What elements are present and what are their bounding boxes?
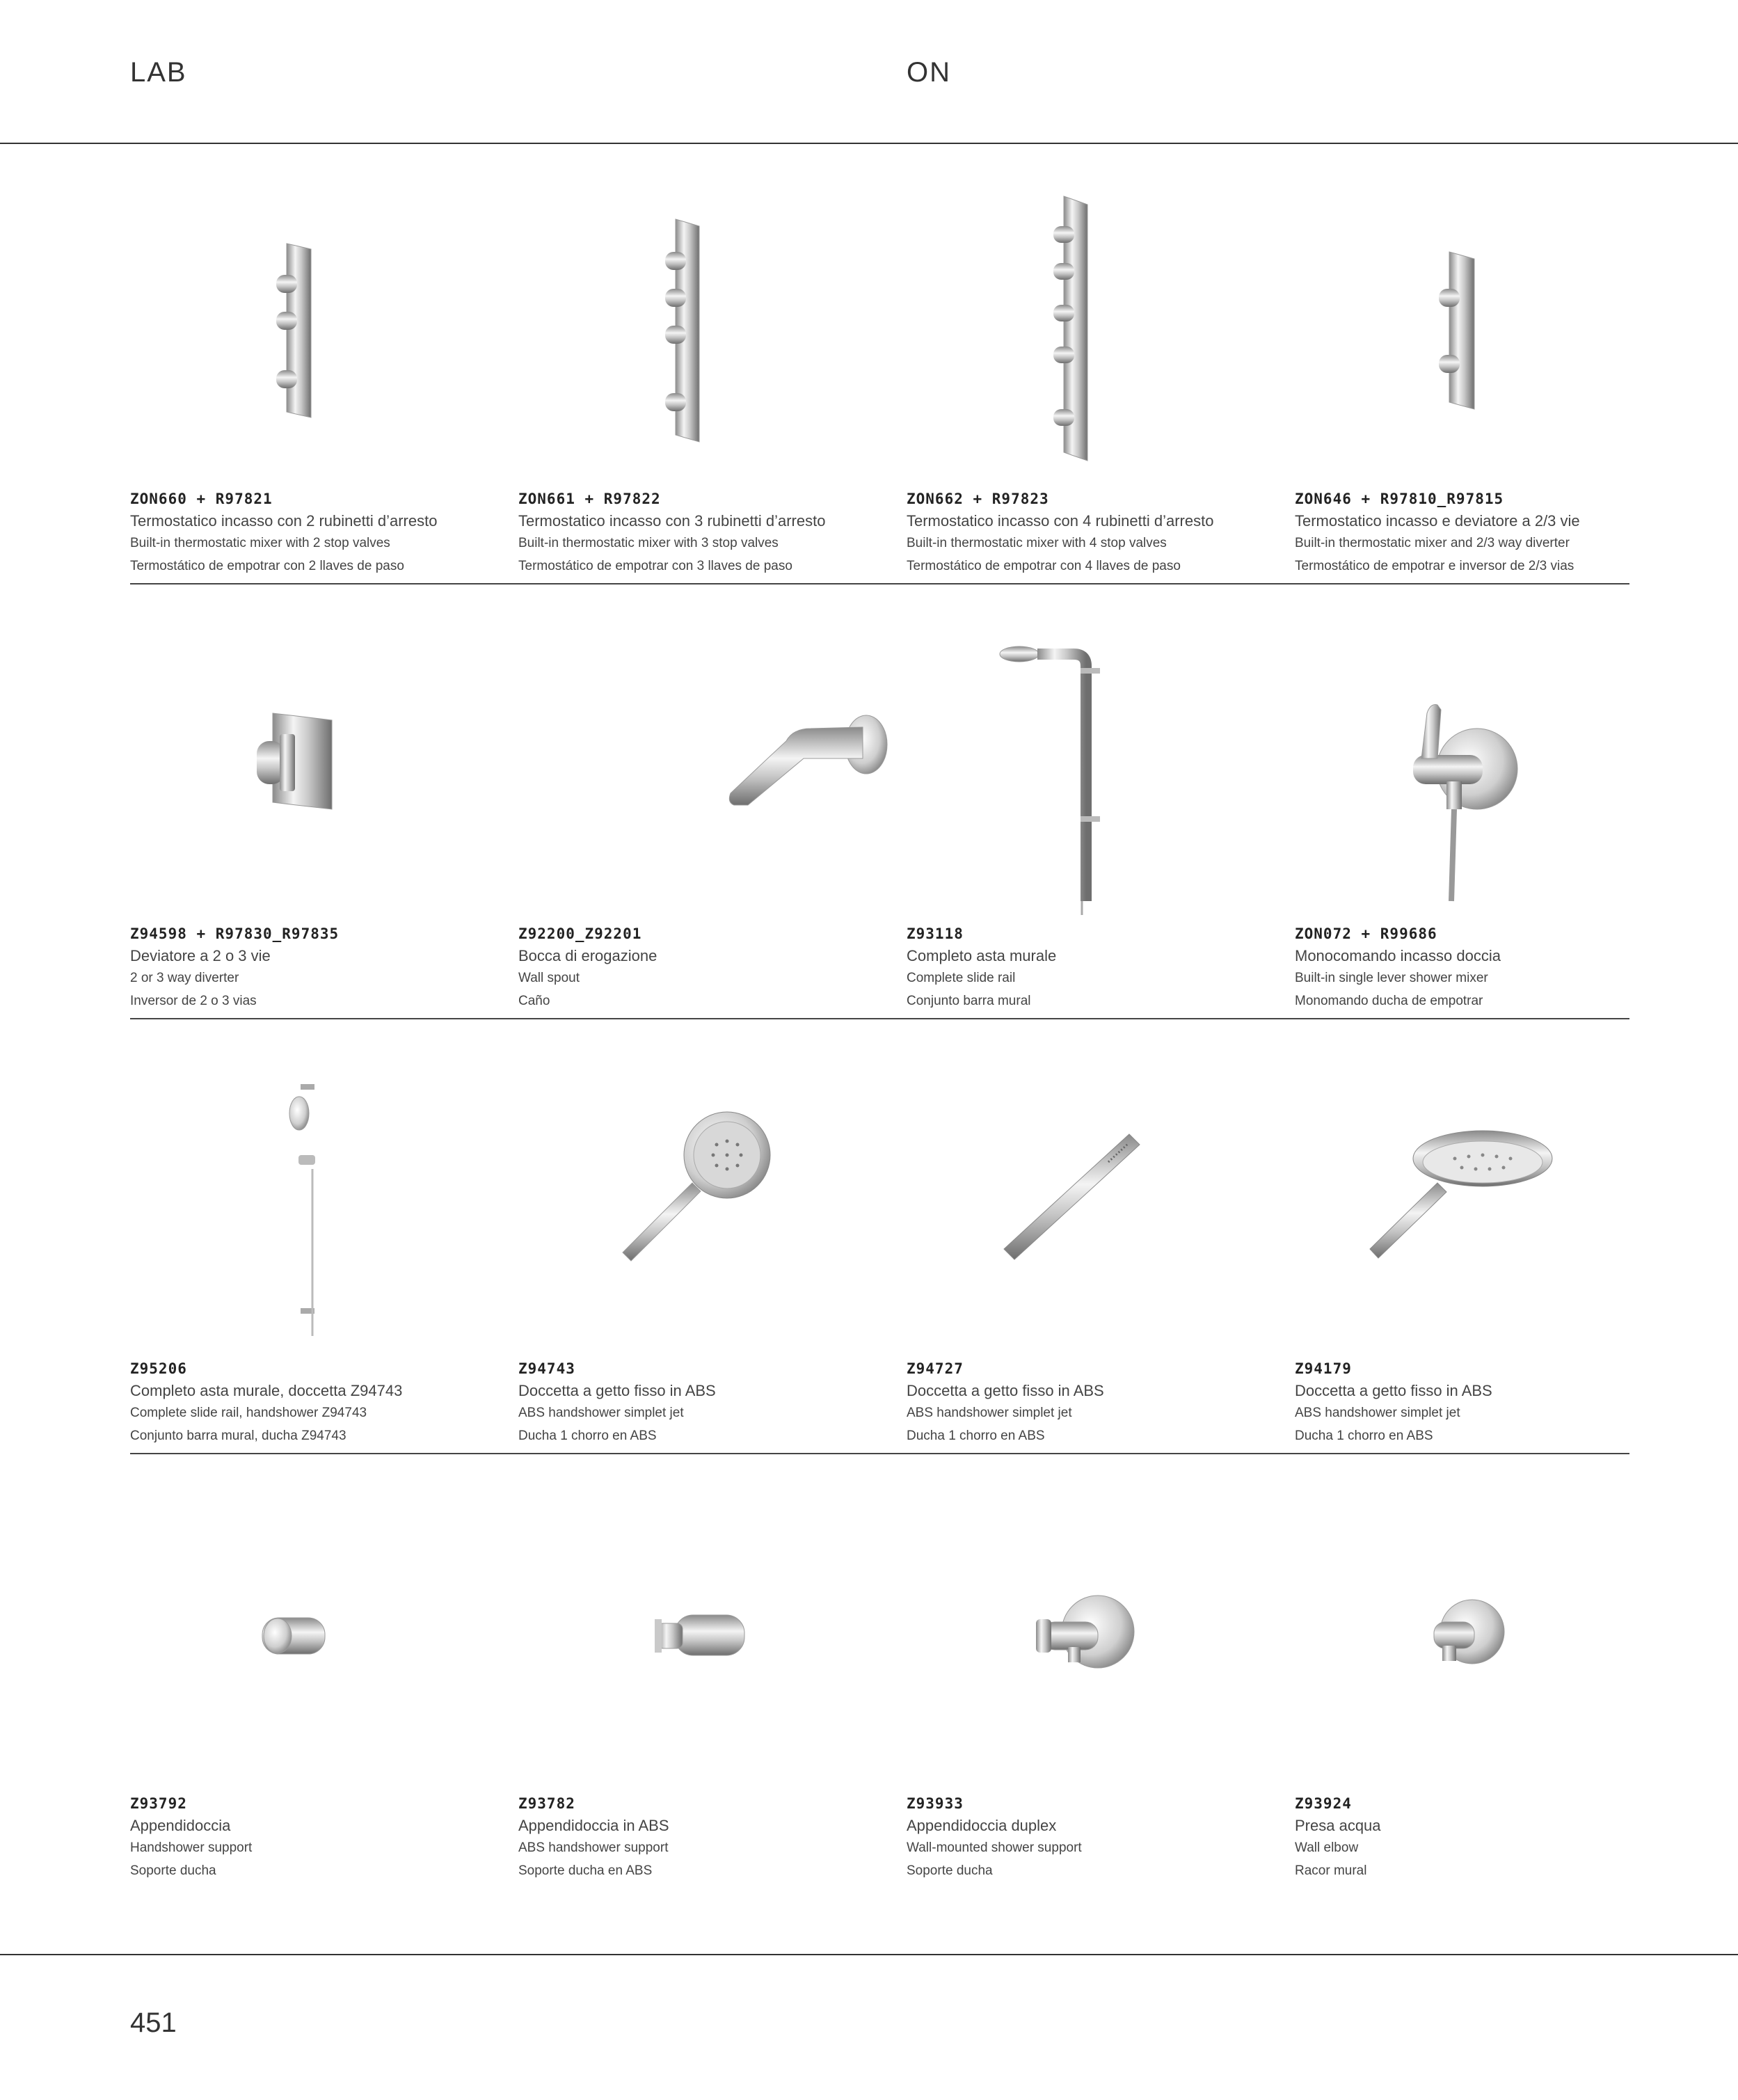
product-desc-it: Doccetta a getto fisso in ABS: [907, 1382, 1104, 1399]
product-desc-es: Conjunto barra mural, ducha Z94743: [130, 1429, 346, 1443]
product-desc-en: ABS handshower simplet jet: [518, 1406, 684, 1420]
product-desc-en: 2 or 3 way diverter: [130, 971, 239, 985]
product-desc-en: Complete slide rail: [907, 971, 1016, 985]
product-desc-it: Termostatico incasso con 2 rubinetti d’arresto: [130, 512, 438, 530]
product-desc-en: Built-in thermostatic mixer and 2/3 way diverter: [1295, 536, 1570, 550]
product-code: Z92200_Z92201: [518, 925, 642, 942]
single-lever-mixer-icon: [1295, 623, 1671, 915]
product-desc-es: Caño: [518, 994, 550, 1008]
wide-handshower-icon: [1295, 1058, 1671, 1350]
product-row-4: [130, 1493, 1629, 1927]
product-desc-en: Built-in single lever shower mixer: [1295, 971, 1488, 985]
product-desc-en: Built-in thermostatic mixer with 4 stop valves: [907, 536, 1167, 550]
product-desc-en: Wall elbow: [1295, 1840, 1359, 1855]
product-code: Z94598 + R97830_R97835: [130, 925, 340, 942]
product-code: Z93792: [130, 1795, 187, 1812]
product-desc-en: ABS handshower simplet jet: [1295, 1406, 1460, 1420]
footer-rule: [0, 1954, 1738, 1955]
product-desc-es: Conjunto barra mural: [907, 994, 1031, 1008]
product-code: Z94743: [518, 1360, 575, 1377]
product-card[interactable]: [518, 1493, 894, 1927]
product-desc-en: Complete slide rail, handshower Z94743: [130, 1406, 367, 1420]
row-divider: [130, 583, 1629, 584]
page-number: 451: [130, 2007, 177, 2038]
product-desc-it: Monocomando incasso doccia: [1295, 947, 1501, 964]
product-desc-it: Completo asta murale: [907, 947, 1057, 964]
product-card[interactable]: [907, 1058, 1282, 1493]
stick-handshower-icon: [907, 1058, 1282, 1350]
product-card[interactable]: [1295, 1058, 1671, 1493]
product-code: Z94727: [907, 1360, 964, 1377]
product-desc-it: Doccetta a getto fisso in ABS: [1295, 1382, 1492, 1399]
abs-handshower-support-icon: [518, 1493, 894, 1785]
wall-elbow-icon: [1295, 1493, 1671, 1785]
product-desc-es: Soporte ducha: [907, 1863, 993, 1878]
product-desc-en: Built-in thermostatic mixer with 2 stop valves: [130, 536, 390, 550]
thermostatic-panel-2-knob-icon: [1295, 188, 1671, 480]
product-card[interactable]: [518, 188, 894, 623]
thermostatic-panel-3-knob-icon: [130, 188, 506, 480]
product-code: ZON660 + R97821: [130, 491, 273, 507]
product-code: Z93924: [1295, 1795, 1352, 1812]
product-desc-en: ABS handshower simplet jet: [907, 1406, 1072, 1420]
product-desc-en: Wall spout: [518, 971, 580, 985]
product-card[interactable]: [1295, 1493, 1671, 1927]
product-row-1: [130, 188, 1629, 623]
product-desc-es: Monomando ducha de empotrar: [1295, 994, 1483, 1008]
product-card[interactable]: [518, 623, 894, 1058]
product-card[interactable]: [130, 623, 506, 1058]
product-desc-en: ABS handshower support: [518, 1840, 669, 1855]
product-desc-it: Termostatico incasso e deviatore a 2/3 vie: [1295, 512, 1580, 530]
product-desc-es: Termostático de empotrar e inversor de 2/3 vias: [1295, 559, 1574, 573]
product-desc-it: Presa acqua: [1295, 1817, 1381, 1834]
product-desc-it: Appendidoccia in ABS: [518, 1817, 669, 1834]
thermostatic-panel-4-knob-icon: [518, 188, 894, 480]
product-desc-es: Ducha 1 chorro en ABS: [518, 1429, 657, 1443]
product-code: Z93933: [907, 1795, 964, 1812]
header-right: ON: [907, 57, 951, 88]
product-code: ZON662 + R97823: [907, 491, 1049, 507]
product-row-2: [130, 623, 1629, 1058]
slide-rail-handshower-icon: [130, 1058, 506, 1350]
product-card[interactable]: [518, 1058, 894, 1493]
product-card[interactable]: [130, 188, 506, 623]
product-desc-en: Handshower support: [130, 1840, 253, 1855]
product-desc-es: Soporte ducha en ABS: [518, 1863, 653, 1878]
product-code: Z93118: [907, 925, 964, 942]
round-handshower-icon: [518, 1058, 894, 1350]
product-desc-it: Appendidoccia duplex: [907, 1817, 1057, 1834]
product-desc-es: Soporte ducha: [130, 1863, 216, 1878]
product-code: ZON072 + R99686: [1295, 925, 1437, 942]
product-desc-es: Termostático de empotrar con 2 llaves de paso: [130, 559, 404, 573]
product-card[interactable]: [1295, 188, 1671, 623]
product-desc-it: Termostatico incasso con 3 rubinetti d’arresto: [518, 512, 826, 530]
product-card[interactable]: [130, 1493, 506, 1927]
product-card[interactable]: [130, 1058, 506, 1493]
product-desc-es: Ducha 1 chorro en ABS: [1295, 1429, 1433, 1443]
product-code: Z93782: [518, 1795, 575, 1812]
product-row-3: [130, 1058, 1629, 1493]
row-divider: [130, 1453, 1629, 1454]
product-desc-it: Bocca di erogazione: [518, 947, 657, 964]
row-divider: [130, 1018, 1629, 1019]
diverter-icon: [130, 623, 506, 915]
product-code: Z95206: [130, 1360, 187, 1377]
product-desc-en: Wall-mounted shower support: [907, 1840, 1082, 1855]
product-desc-it: Appendidoccia: [130, 1817, 231, 1834]
product-card[interactable]: [907, 188, 1282, 623]
product-desc-es: Inversor de 2 o 3 vias: [130, 994, 257, 1008]
product-code: ZON646 + R97810_R97815: [1295, 491, 1504, 507]
product-code: ZON661 + R97822: [518, 491, 661, 507]
product-desc-it: Deviatore a 2 o 3 vie: [130, 947, 271, 964]
product-desc-es: Ducha 1 chorro en ABS: [907, 1429, 1045, 1443]
product-card[interactable]: [1295, 623, 1671, 1058]
header-left: LAB: [130, 57, 187, 88]
product-desc-it: Completo asta murale, doccetta Z94743: [130, 1382, 403, 1399]
thermostatic-panel-5-knob-icon: [907, 188, 1282, 480]
product-desc-es: Termostático de empotrar con 4 llaves de paso: [907, 559, 1181, 573]
wall-spout-icon: [518, 623, 894, 915]
product-card[interactable]: [907, 1493, 1282, 1927]
product-code: Z94179: [1295, 1360, 1352, 1377]
handshower-support-icon: [130, 1493, 506, 1785]
product-desc-es: Racor mural: [1295, 1863, 1367, 1878]
product-card[interactable]: [907, 623, 1282, 1058]
product-desc-en: Built-in thermostatic mixer with 3 stop valves: [518, 536, 779, 550]
product-desc-es: Termostático de empotrar con 3 llaves de paso: [518, 559, 792, 573]
product-desc-it: Doccetta a getto fisso in ABS: [518, 1382, 716, 1399]
duplex-support-icon: [907, 1493, 1282, 1785]
header-rule: [0, 143, 1738, 144]
product-desc-it: Termostatico incasso con 4 rubinetti d’arresto: [907, 512, 1214, 530]
slide-rail-headshower-icon: [907, 623, 1282, 915]
